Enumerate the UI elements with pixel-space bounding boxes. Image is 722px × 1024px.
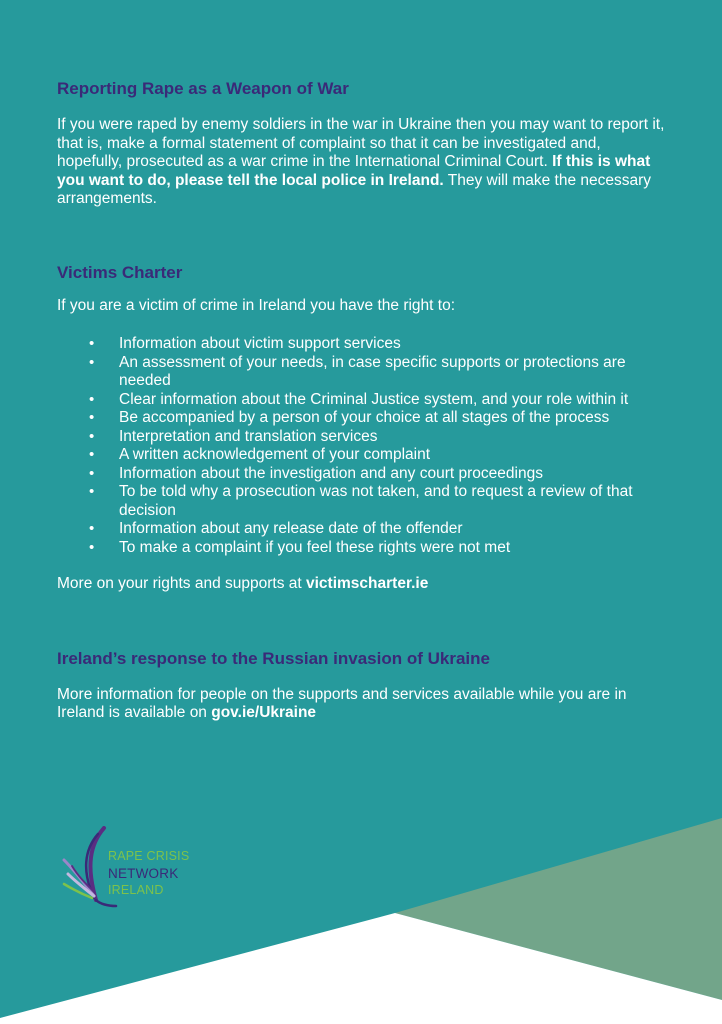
- logo-line-rape-crisis: RAPE CRISIS: [108, 849, 190, 863]
- list-item-text: Information about any release date of the offender: [119, 520, 463, 537]
- bullet-icon: •: [89, 335, 95, 352]
- logo-line-ireland: IRELAND: [108, 883, 164, 897]
- ireland-response-paragraph: [57, 686, 667, 723]
- list-item-text: Information about victim support services: [119, 335, 401, 352]
- gov-ukraine-link[interactable]: gov.ie/Ukraine: [211, 704, 317, 721]
- list-item: [57, 520, 667, 539]
- list-item: [57, 483, 667, 520]
- logo-wordmark: [108, 848, 189, 899]
- logo-line-network: NETWORK: [108, 866, 179, 881]
- list-item: [57, 409, 667, 428]
- list-item-text: Be accompanied by a person of your choice at all stages of the process: [119, 409, 610, 426]
- section-ireland-response: [57, 648, 667, 723]
- bullet-icon: •: [89, 353, 95, 371]
- list-item-text: Interpretation and translation services: [119, 427, 378, 445]
- list-item: [57, 539, 667, 558]
- list-item-text: A written acknowledgement of your complaint: [119, 446, 431, 463]
- list-item-text: An assessment of your needs, in case specific supports or protections are needed: [119, 353, 626, 389]
- page-content: [57, 78, 667, 723]
- reporting-bold-text: If this is what you want to do, please tell the local police in Ireland.: [57, 153, 651, 189]
- rape-crisis-network-logo: [60, 826, 220, 906]
- list-item: [57, 465, 667, 484]
- section-title-ireland-response: Ireland’s response to the Russian invasion of Ukraine: [57, 648, 490, 668]
- bullet-icon: •: [89, 390, 95, 408]
- section-reporting-rape: [57, 78, 667, 209]
- section-title-victims-charter: Victims Charter: [57, 262, 183, 282]
- list-item: [57, 446, 667, 465]
- rights-list: [57, 335, 667, 557]
- list-item: [57, 335, 667, 354]
- reporting-paragraph: [57, 116, 667, 209]
- bullet-icon: •: [89, 427, 95, 445]
- list-item-text: Clear information about the Criminal Justice system, and your role within it: [119, 390, 629, 408]
- bullet-icon: •: [89, 520, 95, 537]
- reporting-end-text: They will make the necessary arrangements.: [57, 171, 652, 207]
- section-title-reporting: Reporting Rape as a Weapon of War: [57, 79, 349, 98]
- section-victims-charter: [57, 262, 667, 594]
- bullet-icon: •: [89, 446, 95, 463]
- reporting-intro-text: If you were raped by enemy soldiers in the war in Ukraine then you may want to report it, that is, make a formal statement of complaint so that it can be investigated and, hopefully, prosecuted as a war crime in the International Criminal Court.: [57, 116, 665, 170]
- bullet-icon: •: [89, 464, 95, 482]
- list-item-text: Information about the investigation and any court proceedings: [119, 464, 543, 482]
- list-item: [57, 354, 667, 391]
- victims-intro: If you are a victim of crime in Ireland you have the right to:: [57, 296, 456, 314]
- list-item: [57, 428, 667, 447]
- list-item-text: To make a complaint if you feel these rights were not met: [119, 538, 511, 556]
- more-rights-text: More on your rights and supports at: [57, 575, 306, 592]
- bullet-icon: •: [89, 483, 95, 500]
- victimscharter-link[interactable]: victimscharter.ie: [306, 575, 429, 592]
- more-rights-paragraph: [57, 575, 667, 594]
- list-item: [57, 391, 667, 410]
- list-item-text: To be told why a prosecution was not taken, and to request a review of that decision: [119, 483, 633, 519]
- ireland-response-text: More information for people on the supports and services available while you are in Ireland is available on: [57, 685, 627, 721]
- bullet-icon: •: [89, 409, 95, 426]
- bullet-icon: •: [89, 538, 95, 556]
